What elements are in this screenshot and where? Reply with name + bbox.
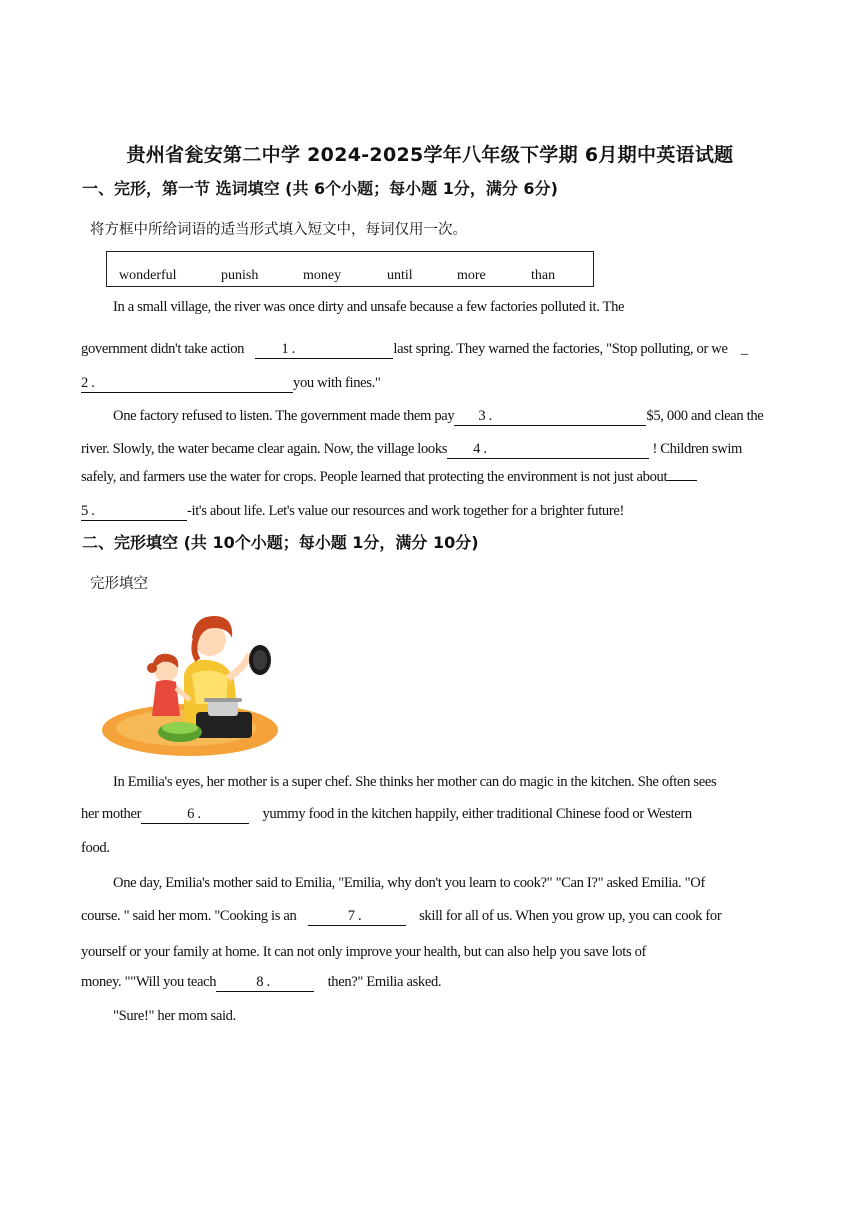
answer-blank-8[interactable] (216, 974, 314, 992)
text-segment: her mother (81, 806, 142, 822)
text-segment: river. Slowly, the water became clear again. Now, the village looks (81, 441, 448, 457)
blank-number: 6 . (187, 806, 201, 822)
text-line (81, 375, 381, 393)
answer-blank-2[interactable] (81, 375, 293, 393)
text-line (81, 806, 692, 824)
text-line: yourself or your family at home. It can not only improve your health, but can also help you save lots of (81, 944, 647, 960)
text-line: In Emilia's eyes, her mother is a super chef. She thinks her mother can do magic in the kitchen. She often sees (113, 774, 717, 790)
text-line (81, 503, 624, 521)
text-segment: One factory refused to listen. The government made them pay (113, 408, 455, 424)
blank-number: 4 . (473, 441, 487, 457)
text-segment: _ (740, 341, 748, 357)
blank-number: 3 . (478, 408, 492, 424)
answer-blank-3[interactable] (454, 408, 646, 426)
word-option: wonderful (119, 268, 177, 283)
text-segment: safely, and farmers use the water for crops. People learned that protecting the environment is not just about (81, 469, 668, 485)
text-line: food. (81, 840, 110, 856)
section2-heading: 二、完形填空 (共 10个小题；每小题 1分，满分 10分) (82, 533, 479, 552)
answer-blank-5-start (667, 480, 697, 481)
blank-number: 1 . (281, 341, 295, 357)
mother-daughter-cooking-image (100, 608, 278, 764)
text-segment: $5, 000 and clean the (646, 408, 764, 424)
text-segment: money. ""Will you teach (81, 974, 217, 990)
section1-instruction: 将方框中所给词语的适当形式填入短文中，每词仅用一次。 (90, 222, 467, 238)
blank-number: 2 . (81, 375, 95, 391)
text-line (113, 408, 763, 426)
text-segment: yummy food in the kitchen happily, either traditional Chinese food or Western (262, 806, 692, 822)
word-option: than (531, 268, 556, 283)
text-line (81, 341, 748, 359)
blank-number: 5 . (81, 503, 95, 519)
text-segment: government didn't take action (81, 341, 245, 357)
text-line (81, 974, 441, 992)
page-title: 贵州省瓮安第二中学 2024-2025学年八年级下学期 6月期中英语试题 (126, 144, 734, 166)
section2-subheading: 完形填空 (90, 576, 148, 592)
answer-blank-7[interactable] (308, 908, 406, 926)
text-line: One day, Emilia's mother said to Emilia, "Emilia, why don't you learn to cook?" "Can I?" asked Emilia. "Of (113, 875, 705, 891)
text-segment: -it's about life. Let's value our resources and work together for a brighter future! (187, 503, 625, 519)
text-segment: ! Children swim (652, 441, 743, 457)
answer-blank-6[interactable] (141, 806, 249, 824)
word-option: money (303, 268, 342, 283)
section1-heading: 一、完形，第一节 选词填空 (共 6个小题；每小题 1分，满分 6分) (82, 179, 558, 198)
text-line (81, 469, 697, 486)
text-segment: skill for all of us. When you grow up, you can cook for (419, 908, 722, 924)
blank-number: 7 . (347, 908, 362, 924)
text-line: In a small village, the river was once dirty and unsafe because a few factories polluted it. The (113, 299, 625, 315)
text-segment: course. " said her mom. "Cooking is an (81, 908, 297, 924)
answer-blank-1[interactable] (255, 341, 393, 359)
answer-blank-4[interactable] (447, 441, 649, 459)
text-line (81, 441, 742, 459)
text-line: "Sure!" her mom said. (113, 1008, 236, 1024)
text-segment: last spring. They warned the factories, "Stop polluting, or we (393, 341, 728, 357)
answer-blank-5[interactable] (81, 503, 187, 521)
blank-number: 8 . (256, 974, 270, 990)
word-option: until (387, 268, 413, 283)
text-segment: you with fines." (293, 375, 381, 391)
text-segment: then?" Emilia asked. (327, 974, 442, 990)
text-line (81, 908, 721, 926)
word-option: more (457, 268, 486, 283)
word-option: punish (221, 268, 259, 283)
word-box (106, 251, 594, 287)
